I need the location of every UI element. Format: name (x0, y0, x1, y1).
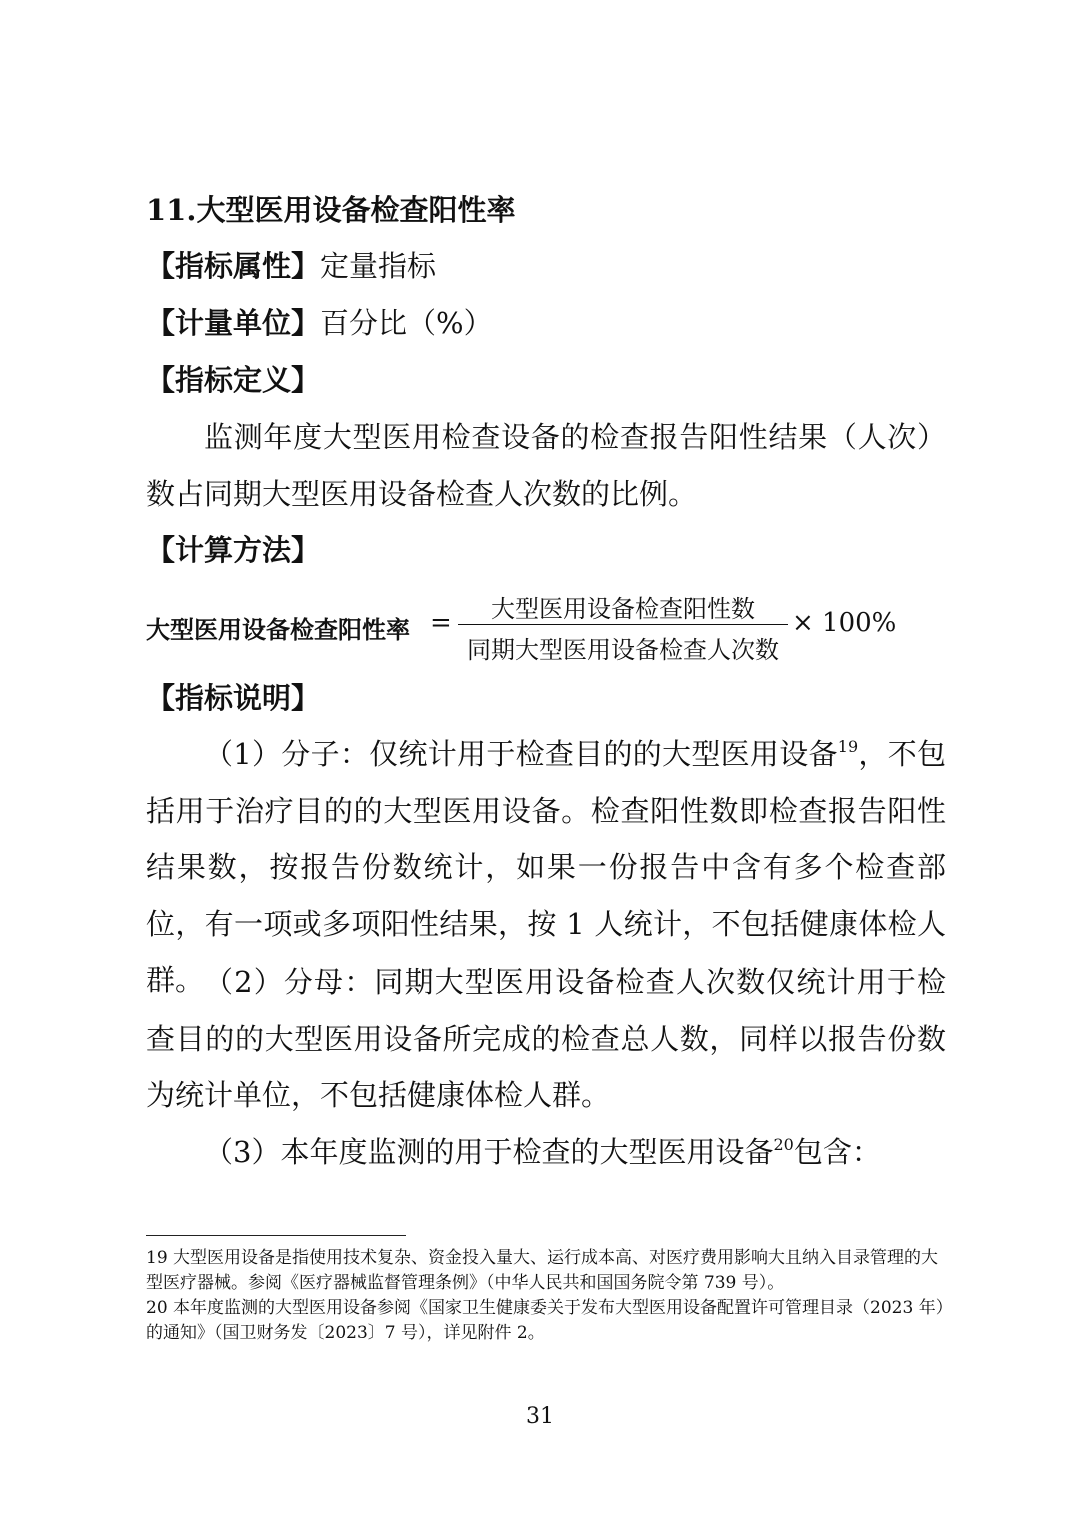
formula-denominator: 同期大型医用设备检查人次数 (467, 636, 779, 664)
formula-lhs: 大型医用设备检查阳性率 (146, 615, 410, 644)
note-3-text-a: （3）本年度监测的用于检查的大型医用设备 (204, 1135, 774, 1169)
formula-numerator: 大型医用设备检查阳性数 (491, 595, 755, 623)
method-label (146, 530, 320, 570)
footnote-ref-20: 20 (773, 1135, 794, 1154)
footnote-divider (146, 1235, 406, 1236)
fraction-bar (458, 624, 788, 625)
page-number: 31 (526, 1404, 554, 1429)
definition-label (146, 360, 320, 400)
definition-label-text: 【指标定义】 (146, 363, 321, 397)
footnote-20: 20 本年度监测的大型医用设备参阅《国家卫生健康委关于发布大型医用设备配置许可管理目录（2023 年）的通知》（国卫财务发〔2023〕7 号），详见附件 2。 (146, 1298, 945, 1343)
footnote-ref-19: 19 (837, 737, 859, 756)
unit-label: 【计量单位】 (146, 306, 321, 340)
attribute-value: 定量指标 (320, 249, 437, 283)
definition-text: 监测年度大型医用检查设备的检查报告阳性结果（人次）数占同期大型医用设备检查人次数的比例。 (146, 420, 946, 511)
note-paragraph-3 (146, 1124, 946, 1181)
unit-field (146, 303, 493, 343)
notes-label (146, 678, 320, 718)
formula-equals: = (430, 608, 452, 638)
note-paragraph-2: （2）分母：同期大型医用设备检查人次数仅统计用于检查目的的大型医用设备所完成的检查总人数，同样以报告份数为统计单位，不包括健康体检人群。 (146, 965, 946, 1112)
attribute-label: 【指标属性】 (146, 249, 321, 283)
formula-multiplier: × 100% (792, 608, 897, 638)
section-title: 11.大型医用设备检查阳性率 (146, 193, 516, 227)
formula (146, 592, 906, 662)
attribute-field (146, 246, 436, 286)
note-1-text-b: ，不包括用于治疗目的的大型医用设备。检查阳性数即检查报告阳性结果数，按报告份数统计，如果一份报告中含有多个检查部位，有一项或多项阳性结果，按 1 人统计，不包括健康体检人群。 (146, 737, 946, 997)
method-label-text: 【计算方法】 (146, 533, 321, 567)
unit-value: 百分比（%） (320, 306, 493, 340)
note-1-text-a: （1）分子：仅统计用于检查目的的大型医用设备 (204, 737, 838, 771)
note-3-text-b: 包含： (793, 1135, 881, 1169)
footnote-19: 19 大型医用设备是指使用技术复杂、资金投入量大、运行成本高、对医疗费用影响大且纳入目录管理的大型医疗器械。参阅《医疗器械监督管理条例》（中华人民共和国国务院令第 739 号）。 (146, 1248, 939, 1293)
notes-label-text: 【指标说明】 (146, 681, 321, 715)
